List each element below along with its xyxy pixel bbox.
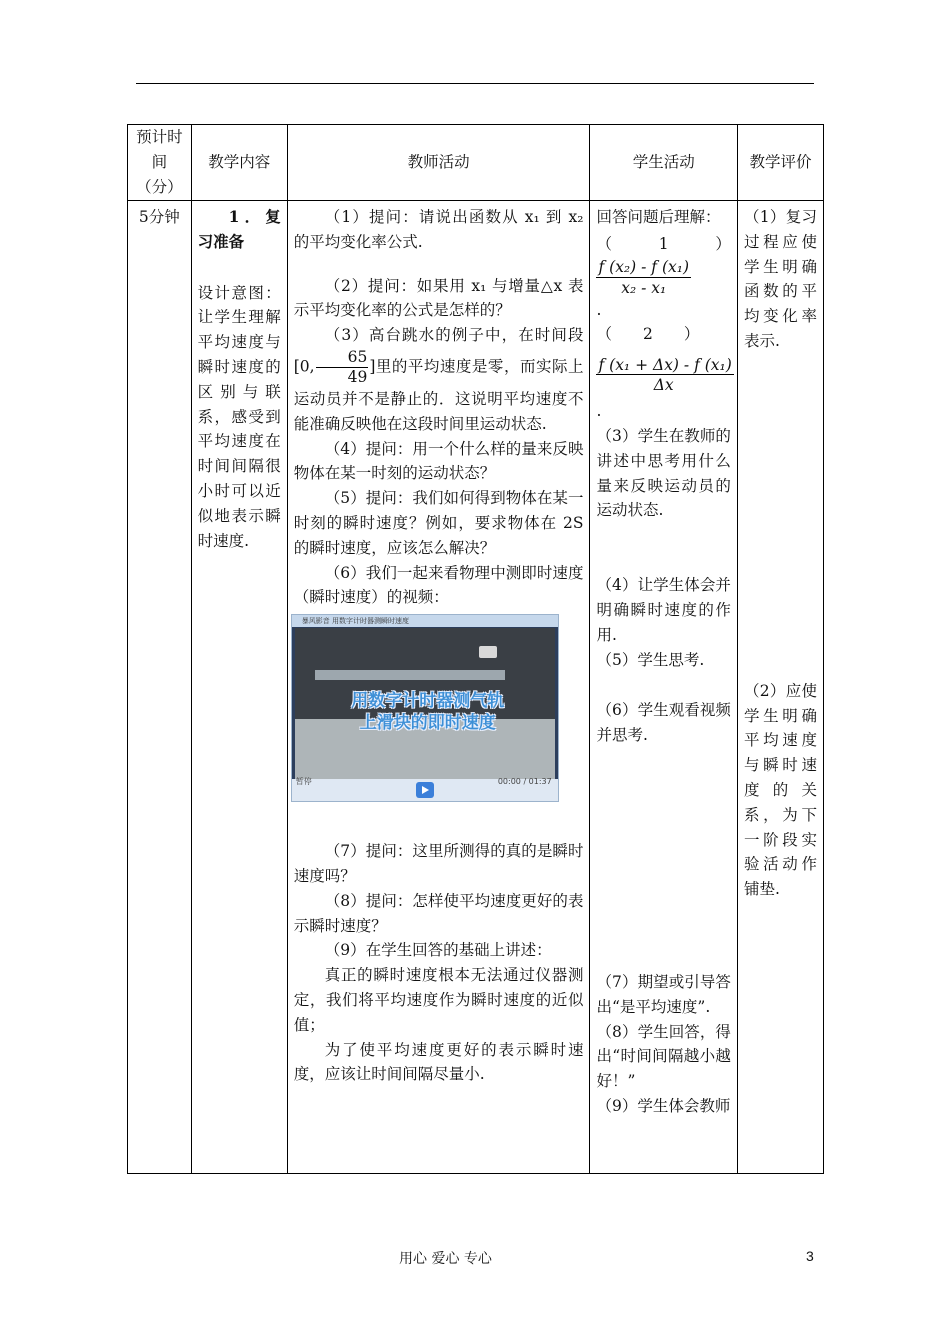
student-a1-label: （1）: [596, 234, 731, 253]
avg-rate-numerator: f (x₂) - f (x₁): [598, 257, 690, 276]
student-a7: （7）期望或引导答出“是平均速度”.: [596, 972, 731, 1016]
teacher-q3: [294, 323, 584, 436]
page-number: 3: [806, 1248, 814, 1264]
increment-rate-fraction: [596, 355, 730, 395]
teacher-q2: （2）提问：如果用 x₁ 与增量△x 表示平均变化率的公式是怎样的？: [293, 276, 584, 320]
lesson-plan-table: [127, 124, 824, 1174]
header-rule: [136, 83, 814, 84]
evaluation-e2: （2）应使学生明确平均速度与瞬时速度的关系，为下一阶段实验活动作铺垫.: [743, 681, 817, 899]
timer-device: [479, 646, 497, 658]
teacher-q3-post: 里的平均速度是零，而实际上运动员并不是静止的．这说明平均速度不能准确反映他在这段时间里运动状态.: [293, 357, 584, 433]
avg-rate-denominator: x₂ - x₁: [621, 278, 667, 297]
header-evaluation: 教学评价: [737, 125, 823, 201]
interval-numerator: 65: [316, 348, 369, 368]
student-a8: （8）学生回答，得出“时间间隔越小越好！”: [596, 1022, 731, 1091]
content-cell: [191, 201, 287, 1174]
teacher-activity-cell: [287, 201, 590, 1174]
evaluation-e1: （1）复习过程应使学生明确函数的平均变化率表示.: [743, 208, 817, 350]
interval-fraction: [316, 348, 369, 387]
interval-denominator: 49: [347, 367, 368, 386]
header-student-activity: 学生活动: [590, 125, 737, 201]
interval-open: [0,: [293, 357, 315, 376]
teacher-q5: （5）提问：我们如何得到物体在某一时刻的瞬时速度？例如，要求物体在 2S 的瞬时速度，应该怎么解决？: [293, 489, 584, 557]
student-a2-dot: .: [596, 402, 602, 421]
teacher-explain1: 真正的瞬时速度根本无法通过仪器测定，我们将平均速度作为瞬时速度的近似值；: [293, 966, 584, 1034]
header-time: 预计时间（分）: [128, 125, 192, 201]
video-player-screenshot: [291, 614, 559, 802]
table-header-row: [128, 125, 824, 201]
student-activity-cell: [590, 201, 737, 1174]
video-controls: [292, 779, 558, 801]
air-track-rail: [315, 670, 505, 680]
interval-close: ]: [369, 357, 376, 376]
student-a1: [596, 232, 730, 298]
header-teacher-activity: 教师活动: [287, 125, 590, 201]
teacher-q4: （4）提问：用一个什么样的量来反映物体在某一时刻的运动状态？: [293, 439, 584, 483]
video-caption: [323, 690, 533, 734]
avg-rate-fraction: [596, 257, 691, 298]
student-a1-dot: .: [596, 300, 602, 319]
video-frame: [295, 628, 555, 779]
time-cell: 5分钟: [128, 201, 192, 1174]
student-a9: （9）学生体会教师: [596, 1096, 731, 1115]
video-caption-line1: 用数字计时器测气轨: [351, 691, 505, 712]
student-a5: （5）学生思考.: [596, 650, 705, 669]
play-icon: [416, 782, 434, 798]
student-a4: （4）让学生体会并明确瞬时速度的作用.: [596, 576, 731, 644]
teacher-q9: （9）在学生回答的基础上讲述：: [324, 941, 552, 960]
student-a2-label: （ 2 ）: [596, 325, 700, 344]
video-timecode: 00:00 / 01:37: [497, 777, 552, 787]
teacher-q1: （1）提问：请说出函数从 x₁ 到 x₂ 的平均变化率公式.: [293, 208, 584, 251]
increment-rate-denominator: Δx: [653, 376, 674, 395]
design-intent: 设计意图：让学生理解平均速度与瞬时速度的区别与联系，感受到平均速度在时间间隔很小时可以近似地表示瞬时速度.: [197, 283, 281, 550]
header-content: 教学内容: [191, 125, 287, 201]
section-title: 1．复习准备: [197, 207, 281, 251]
video-status-label: 暂停: [295, 777, 312, 787]
teacher-q6: （6）我们一起来看物理中测即时速度（瞬时速度）的视频：: [293, 563, 584, 607]
video-caption-line2: 上滑块的即时速度: [359, 713, 496, 734]
teacher-q3-pre: （3）高台跳水的例子中，在时间段: [324, 326, 584, 345]
footer-motto: 用心 爱心 专心: [399, 1251, 492, 1267]
table-row: [128, 201, 824, 1174]
teacher-explain2: 为了使平均速度更好的表示瞬时速度，应该让时间间隔尽量小.: [293, 1040, 584, 1084]
evaluation-cell: [737, 201, 823, 1174]
teacher-q8: （8）提问：怎样使平均速度更好的表示瞬时速度？: [293, 891, 584, 935]
student-a3: （3）学生在教师的讲述中思考用什么量来反映运动员的运动状态.: [596, 426, 731, 520]
student-intro: 回答问题后理解：: [596, 208, 721, 226]
student-a6: （6）学生观看视频并思考.: [596, 701, 731, 745]
increment-rate-numerator: f (x₁ + Δx) - f (x₁): [598, 356, 732, 375]
teacher-q7: （7）提问：这里所测得的真的是瞬时速度吗？: [293, 842, 584, 885]
video-window-title: 暴风影音 用数字计时器测瞬时速度: [292, 615, 558, 627]
